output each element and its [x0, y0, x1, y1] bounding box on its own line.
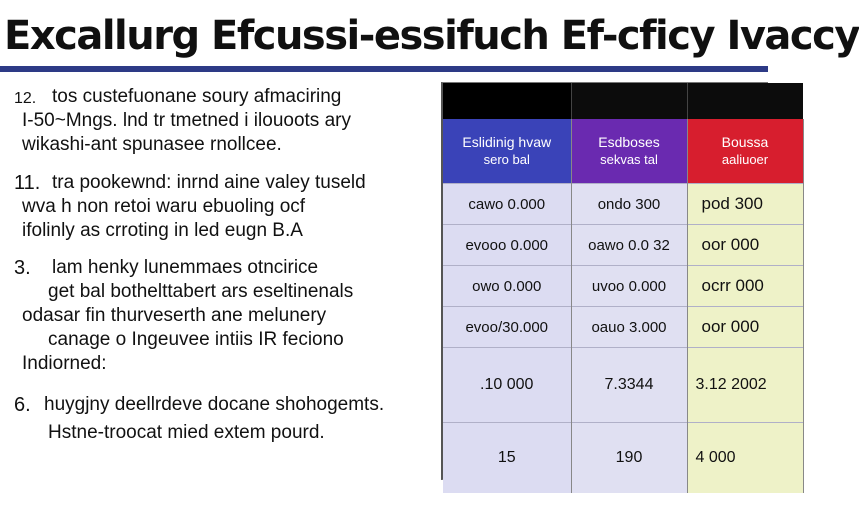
table-cell: oauo 3.000 — [571, 307, 687, 348]
table-cell: 3.12 2002 — [687, 348, 803, 423]
table-cell: .10 000 — [443, 348, 571, 423]
column-header — [687, 119, 803, 184]
list-item-text: odasar fin thurveserth ane melunery — [22, 305, 327, 326]
list-item-text: ifolinly as crroting in led eugn B.A — [22, 220, 303, 241]
list-item-number: 12. — [14, 90, 37, 107]
column-header-subtitle: sekvas tal — [600, 152, 658, 167]
table-cell: evooo 0.000 — [443, 225, 571, 266]
table-cell: oawo 0.0 32 — [571, 225, 687, 266]
column-header-title: Boussa — [721, 134, 769, 150]
table-cell: 15 — [443, 423, 571, 494]
table-cell: ocrr 000 — [687, 266, 803, 307]
table-cell: owo 0.000 — [443, 266, 571, 307]
table-row — [443, 184, 803, 225]
table-header-row — [443, 119, 803, 184]
column-header-title: Eslidinig hvaw — [462, 134, 552, 150]
table-cell: evoo/30.000 — [443, 307, 571, 348]
list-item-text: I-50~Mngs. lnd tr tmetned i ilouoots ary — [22, 110, 351, 131]
comparison-table — [441, 82, 768, 480]
table-row — [443, 348, 803, 423]
list-item-number: 6. — [14, 394, 31, 416]
list-item-text: wikashi-ant spunasee rnollcee. — [22, 134, 282, 155]
table-cell: ondo 300 — [571, 184, 687, 225]
table-top-band — [443, 83, 803, 119]
list-item-text: lam henky lunemmaes otncirice — [52, 257, 319, 278]
page-title: Excallurg Efcussi-essifuch Ef-cficy Ivaccy — [4, 13, 859, 59]
table-cell: 4 000 — [687, 423, 803, 494]
list-item-text: Hstne-troocat mied extem pourd. — [48, 422, 325, 443]
title-divider — [0, 66, 768, 72]
table-row — [443, 423, 803, 494]
table-cell: uvoo 0.000 — [571, 266, 687, 307]
table-cell: 190 — [571, 423, 687, 494]
table-cell: 7.3344 — [571, 348, 687, 423]
list-item-text: tos custefuonane soury afmaciring — [52, 86, 342, 107]
numbered-list — [8, 84, 438, 464]
table-cell: pod 300 — [687, 184, 803, 225]
table-row — [443, 307, 803, 348]
column-header — [571, 119, 687, 184]
column-header-subtitle: sero bal — [483, 152, 530, 167]
list-item-number: 11. — [14, 172, 41, 194]
table-cell: cawo 0.000 — [443, 184, 571, 225]
column-header-subtitle: aaliuoer — [721, 152, 769, 167]
list-item-text: wva h non retoi waru ebuoling ocf — [22, 196, 306, 217]
list-item-text: Indiorned: — [22, 353, 107, 374]
list-item-number: 3. — [14, 257, 31, 279]
list-item-text: canage o Ingeuvee intiis IR feciono — [48, 329, 344, 350]
column-header-title: Esdboses — [598, 134, 660, 150]
list-item-text: tra pookewnd: inrnd aine valey tuseld — [52, 172, 366, 193]
list-item-text: huygjny deellrdeve docane shohogemts. — [44, 394, 385, 415]
table-cell: oor 000 — [687, 225, 803, 266]
column-header — [443, 119, 571, 184]
table-row — [443, 225, 803, 266]
list-item-text: get bal bothelttabert ars eseltinenals — [48, 281, 354, 302]
table-row — [443, 266, 803, 307]
table-cell: oor 000 — [687, 307, 803, 348]
